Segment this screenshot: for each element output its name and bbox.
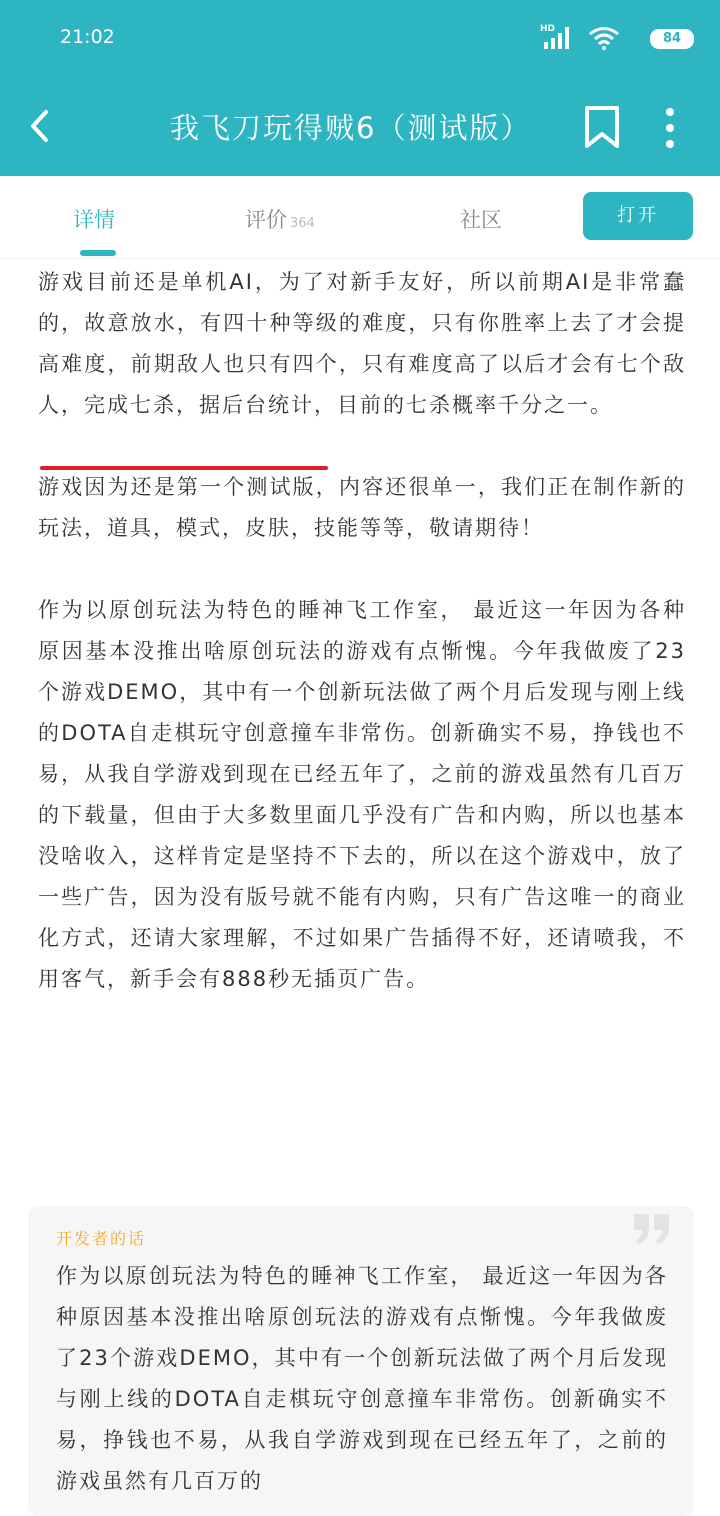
page-title: 我飞刀玩得贼6（测试版） [170, 111, 532, 145]
network-label: HD [540, 24, 556, 34]
active-tab-indicator [80, 250, 116, 256]
wifi-icon [588, 26, 620, 50]
signal-icon [540, 24, 576, 50]
description-paragraph: 游戏因为还是第一个测试版，内容还很单一，我们正在制作新的玩法，道具，模式，皮肤，技能等等，敬请期待！ [38, 475, 686, 540]
red-underline-annotation [40, 466, 328, 470]
back-arrow-icon[interactable] [26, 106, 56, 146]
status-icons [494, 22, 694, 52]
description-content [38, 262, 686, 1000]
open-button[interactable]: 打开 [583, 192, 693, 240]
quote-icon [632, 1212, 672, 1246]
developer-note-label: 开发者的话 [56, 1229, 147, 1248]
tab-details[interactable]: 详情 [73, 208, 115, 232]
tab-reviews-label: 评价 [245, 208, 287, 232]
bookmark-icon[interactable] [582, 104, 622, 150]
tab-reviews[interactable] [245, 204, 315, 234]
status-time: 21:02 [60, 26, 115, 48]
description-paragraph: 作为以原创玩法为特色的睡神飞工作室， 最近这一年因为各种原因基本没推出啥原创玩法的游戏有点惭愧。今年我做废了23个游戏DEMO，其中有一个创新玩法做了两个月后发现与刚上线的DOTA自走棋玩守创意撞车非常伤。创新确实不易，挣钱也不易，从我自学游戏到现在已经五年了，之前的游戏虽然有几百万的下载量，但由于大多数里面几乎没有广告和内购，所以也基本没啥收入，这样肯定是坚持不下去的，所以在这个游戏中，放了一些广告，因为没有版号就不能有内购，只有广告这唯一的商业化方式，还请大家理解，不过如果广告插得不好，还请喷我，不用客气，新手会有888秒无插页广告。 [38, 598, 686, 991]
status-bar [0, 0, 720, 78]
app-bar [0, 78, 720, 176]
developer-note-box [28, 1206, 694, 1516]
tab-community[interactable]: 社区 [460, 208, 502, 232]
review-count: 364 [290, 216, 315, 231]
more-vert-icon[interactable] [660, 106, 680, 150]
tab-bar [0, 176, 720, 259]
description-paragraph: 游戏目前还是单机AI，为了对新手友好，所以前期AI是非常蠢的，故意放水，有四十种等级的难度，只有你胜率上去了才会提高难度，前期敌人也只有四个，只有难度高了以后才会有七个敌人，完成七杀，据后台统计，目前的七杀概率千分之一。 [38, 270, 686, 417]
battery-icon: 84 [650, 29, 694, 49]
developer-note-text: 作为以原创玩法为特色的睡神飞工作室， 最近这一年因为各种原因基本没推出啥原创玩法的游戏有点惭愧。今年我做废了23个游戏DEMO，其中有一个创新玩法做了两个月后发现与刚上线的DOTA自走棋玩守创意撞车非常伤。创新确实不易，挣钱也不易，从我自学游戏到现在已经五年了，之前的游戏虽然有几百万的 [56, 1264, 668, 1493]
